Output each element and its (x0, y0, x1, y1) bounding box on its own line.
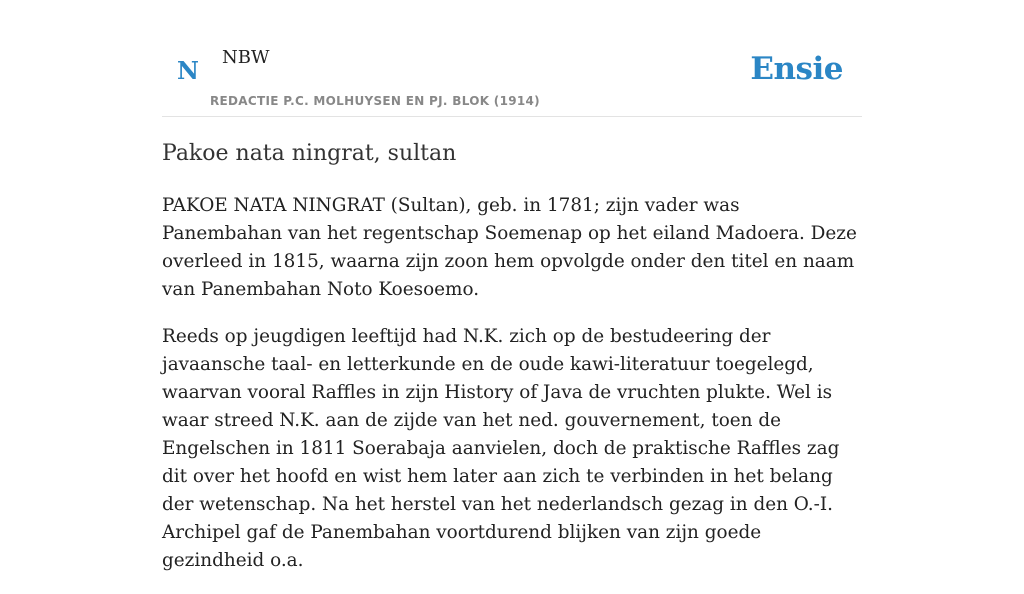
ensie-logo-link[interactable]: Ensie (750, 51, 843, 87)
article-paragraph: PAKOE NATA NINGRAT (Sultan), geb. in 1781; zijn vader was Panembahan van het regentschap Soemenap op het eiland Madoera. Deze overleed in 1815, waarna zijn zoon hem opvolgde onder den titel en naam van Panembahan Noto Koesoemo. (162, 195, 857, 300)
source-name-link[interactable]: NBW (222, 47, 270, 68)
article-title: Pakoe nata ningrat, sultan (162, 141, 457, 166)
header (162, 0, 862, 117)
article-paragraph: Reeds op jeugdigen leeftijd had N.K. zich op de bestudeering der javaansche taal- en letterkunde en de oude kawi-literatuur toegelegd, waarvan vooral Raffles in zijn History of Java de vruchten plukte. Wel is waar streed N.K. aan de zijde van het ned. gouvernement, toen de Engelschen in 1811 Soerabaja aanvielen, doch de praktische Raffles zag dit over het hoofd en wist hem later aan zich te verbinden in het belang der wetenschap. Na het herstel van het nederlandsch gezag in den O.-I. Archipel gaf de Panembahan voortdurend blijken van zijn goede gezindheid o.a. (162, 326, 840, 571)
article-body (162, 192, 864, 594)
source-logo[interactable]: N (177, 56, 199, 85)
source-subtitle: REDACTIE P.C. MOLHUYSEN EN PJ. BLOK (1914) (210, 94, 540, 108)
